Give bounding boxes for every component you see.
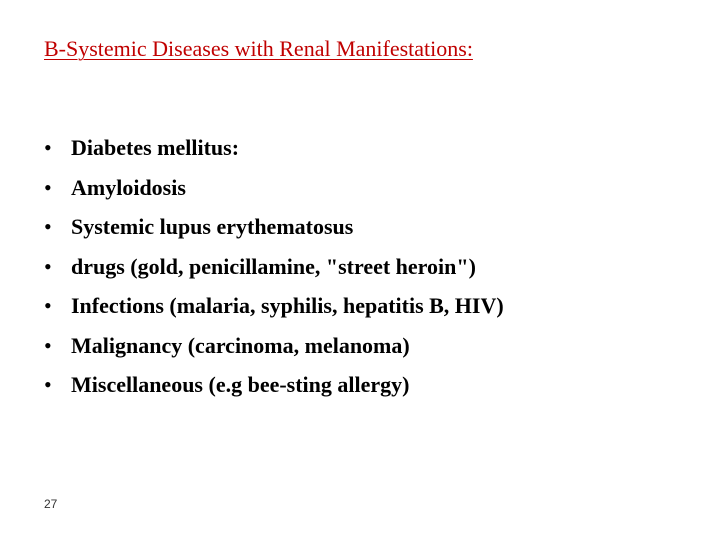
list-item xyxy=(44,214,504,254)
list-item xyxy=(44,333,504,373)
bullet-text: Amyloidosis xyxy=(71,174,186,200)
bullet-text: Systemic lupus erythematosus xyxy=(71,214,354,239)
bullet-text: Miscellaneous (e.g bee-sting allergy) xyxy=(71,372,410,397)
bullet-icon: • xyxy=(44,214,52,239)
list-item xyxy=(44,254,504,294)
list-item xyxy=(44,175,504,215)
bullet-icon: • xyxy=(44,253,52,279)
list-item xyxy=(44,372,504,412)
list-item xyxy=(44,293,504,333)
bullet-icon: • xyxy=(44,372,52,397)
bullet-icon: • xyxy=(44,174,52,200)
bullet-text: drugs (gold, penicillamine, "street heroin") xyxy=(71,253,476,279)
bullet-icon: • xyxy=(44,293,52,318)
list-item xyxy=(44,135,504,175)
slide-title: B-Systemic Diseases with Renal Manifestations: xyxy=(44,36,473,61)
bullet-text: Malignancy (carcinoma, melanoma) xyxy=(71,332,410,358)
bullet-icon: • xyxy=(44,332,52,358)
bullet-icon: • xyxy=(44,135,52,160)
bullet-list xyxy=(44,135,504,412)
bullet-text: Diabetes mellitus: xyxy=(71,135,240,160)
page-number: 27 xyxy=(44,497,58,511)
bullet-text: Infections (malaria, syphilis, hepatitis B, HIV) xyxy=(71,293,504,318)
